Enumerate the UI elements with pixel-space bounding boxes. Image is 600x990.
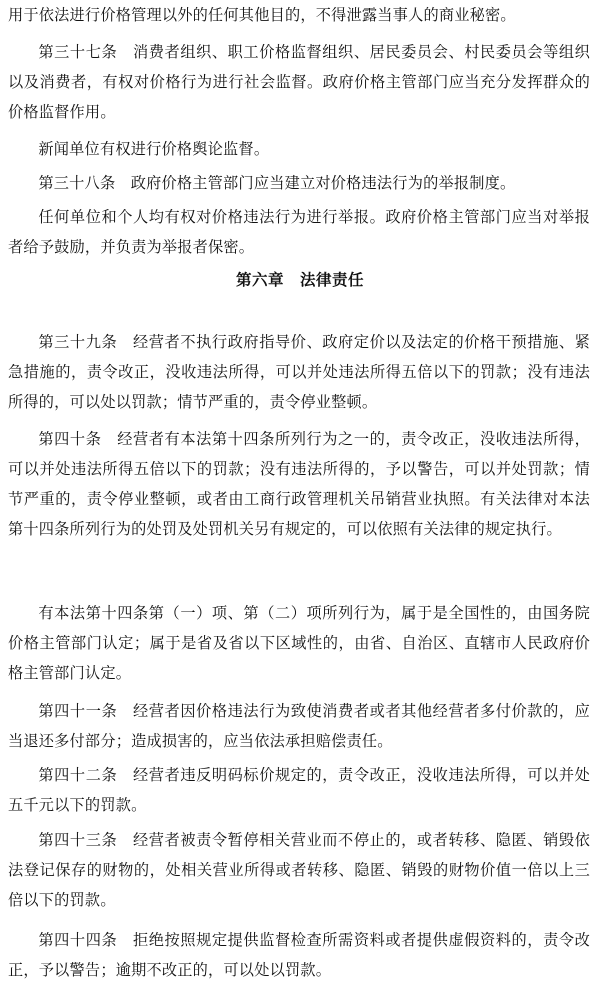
paragraph-article-40-supplement: 有本法第十四条第（一）项、第（二）项所列行为，属于是全国性的，由国务院价格主管部门认定；属于是省及省以下区域性的，由省、自治区、直辖市人民政府价格主管部门认定。	[8, 604, 590, 682]
paragraph-article-42: 第四十二条 经营者违反明码标价规定的，责令改正，没收违法所得，可以并处五千元以下的罚款。	[8, 766, 590, 814]
paragraph-article-37: 第三十七条 消费者组织、职工价格监督组织、居民委员会、村民委员会等组织以及消费者，有权对价格行为进行社会监督。政府价格主管部门应当充分发挥群众的价格监督作用。	[8, 43, 590, 121]
paragraph-article-43: 第四十三条 经营者被责令暂停相关营业而不停止的，或者转移、隐匿、销毁依法登记保存的财物的，处相关营业所得或者转移、隐匿、销毁的财物价值一倍以上三倍以下的罚款。	[8, 831, 590, 909]
paragraph-article-38: 第三十八条 政府价格主管部门应当建立对价格违法行为的举报制度。	[38, 174, 516, 192]
paragraph-reporting: 任何单位和个人均有权对价格违法行为进行举报。政府价格主管部门应当对举报者给予鼓励，并负责为举报者保密。	[8, 208, 590, 256]
chapter-heading: 第六章 法律责任	[235, 271, 364, 289]
paragraph-article-39: 第三十九条 经营者不执行政府指导价、政府定价以及法定的价格干预措施、紧急措施的，责令改正，没收违法所得，可以并处违法所得五倍以下的罚款；没有违法所得的，可以处以罚款；情节严重的，责令停业整顿。	[8, 333, 590, 411]
paragraph-news-supervision: 新闻单位有权进行价格舆论监督。	[38, 140, 270, 158]
paragraph-article-41: 第四十一条 经营者因价格违法行为致使消费者或者其他经营者多付价款的，应当退还多付部分；造成损害的，应当依法承担赔偿责任。	[8, 702, 590, 750]
paragraph-article-44: 第四十四条 拒绝按照规定提供监督检查所需资料或者提供虚假资料的，责令改正，予以警告；逾期不改正的，可以处以罚款。	[8, 931, 590, 979]
paragraph-continuation: 用于依法进行价格管理以外的任何其他目的，不得泄露当事人的商业秘密。	[8, 6, 516, 24]
paragraph-article-40: 第四十条 经营者有本法第十四条所列行为之一的，责令改正，没收违法所得，可以并处违法所得五倍以下的罚款；没有违法所得的，予以警告，可以并处罚款；情节严重的，责令停业整顿，或者由工商行政管理机关吊销营业执照。有关法律对本法第十四条所列行为的处罚及处罚机关另有规定的，可以依照有关法律的规定执行。	[8, 430, 590, 538]
